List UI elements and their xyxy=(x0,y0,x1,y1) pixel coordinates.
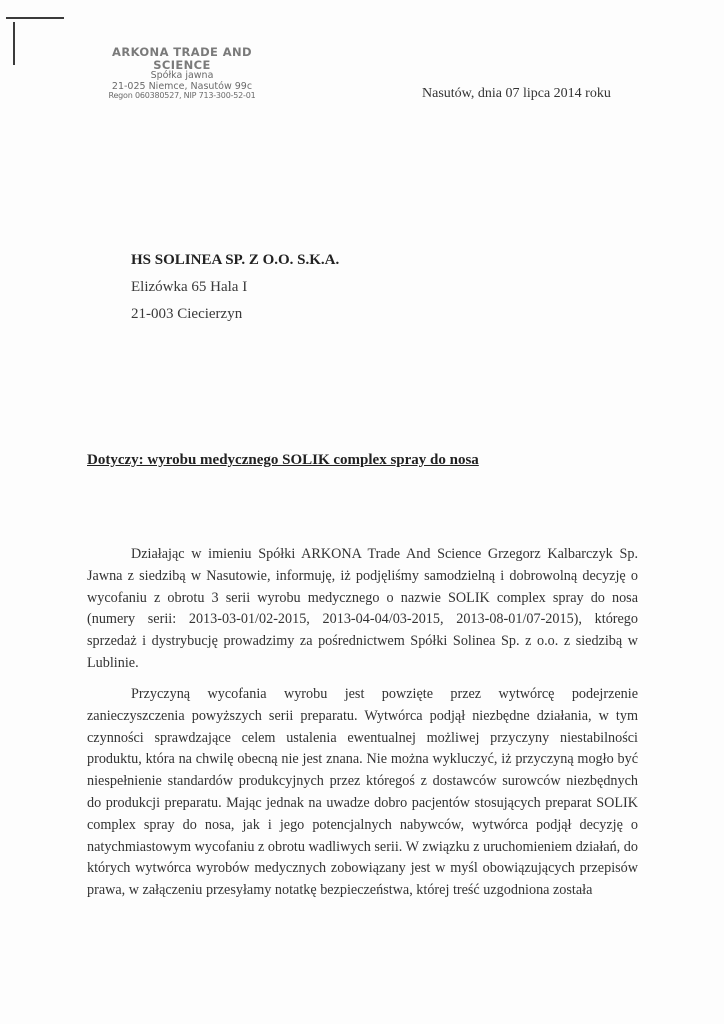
stamp-company-form: Spółka jawna xyxy=(150,70,214,82)
company-stamp xyxy=(92,46,272,101)
stamp-address: 21-025 Niemce, Nasutów 99c xyxy=(111,80,253,92)
body-paragraph-2 xyxy=(87,684,638,902)
scan-corner-mark-vertical xyxy=(13,22,15,65)
paragraph-2-text: Przyczyną wycofania wyrobu jest powzięte przez wytwórcę podejrzenie zanieczyszczenia powyższych serii preparatu. Wytwórca podjął niezbędne działania, w tym czynności sprawdzające celem ustalenia ewentualnej możliwej przyczyny niestabilności produktu, która na chwilę obecną nie jest znana. Nie można wykluczyć, iż przyczyną mogło być niespełnienie standardów produkcyjnych przez któregoś z dostawców surowców niezbędnych do produkcji preparatu. Mając jednak na uwadze dobro pacjentów stosujących preparat SOLIK complex spray do nosa, jak i jego potencjalnych nabywców, wytwórca podjął decyzję o natychmiastowym wycofaniu z obrotu wadliwych serii. W związku z uruchomieniem działań, do których wytwórca wyrobów medycznych zobowiązany jest w myśl obowiązujących przepisów prawa, w załączeniu przesyłamy notatkę bezpieczeństwa, której treść uzgodniona została xyxy=(87,686,638,899)
stamp-company-name: ARKONA TRADE AND SCIENCE xyxy=(112,45,252,72)
recipient-street: Elizówka 65 Hala I xyxy=(131,279,248,295)
recipient-address-block xyxy=(131,247,339,328)
body-paragraph-1 xyxy=(87,544,638,675)
paragraph-1-text: Działając w imieniu Spółki ARKONA Trade And Science Grzegorz Kalbarczyk Sp. Jawna z siedzibą w Nasutowie, informuję, iż podjęliśmy samodzielną i dobrowolną decyzję o wycofaniu z obrotu 3 serii wyrobu medycznego o nazwie SOLIK complex spray do nosa (numery serii: 2013-03-01/02-2015, 2013-04-04/03-2015, 2013-08-01/07-2015), którego sprzedaż i dystrybucję prowadzimy za pośrednictwem Spółki Solinea Sp. z o.o. z siedzibą w Lublinie. xyxy=(87,546,638,671)
scan-corner-mark xyxy=(6,17,64,19)
recipient-city: 21-003 Ciecierzyn xyxy=(131,306,243,322)
stamp-registry: Regon 060380527, NIP 713-300-52-01 xyxy=(108,91,256,101)
place-and-date: Nasutów, dnia 07 lipca 2014 roku xyxy=(422,86,611,101)
letter-subject: Dotyczy: wyrobu medycznego SOLIK complex spray do nosa xyxy=(87,452,479,468)
recipient-name: HS SOLINEA SP. Z O.O. S.K.A. xyxy=(131,252,340,268)
